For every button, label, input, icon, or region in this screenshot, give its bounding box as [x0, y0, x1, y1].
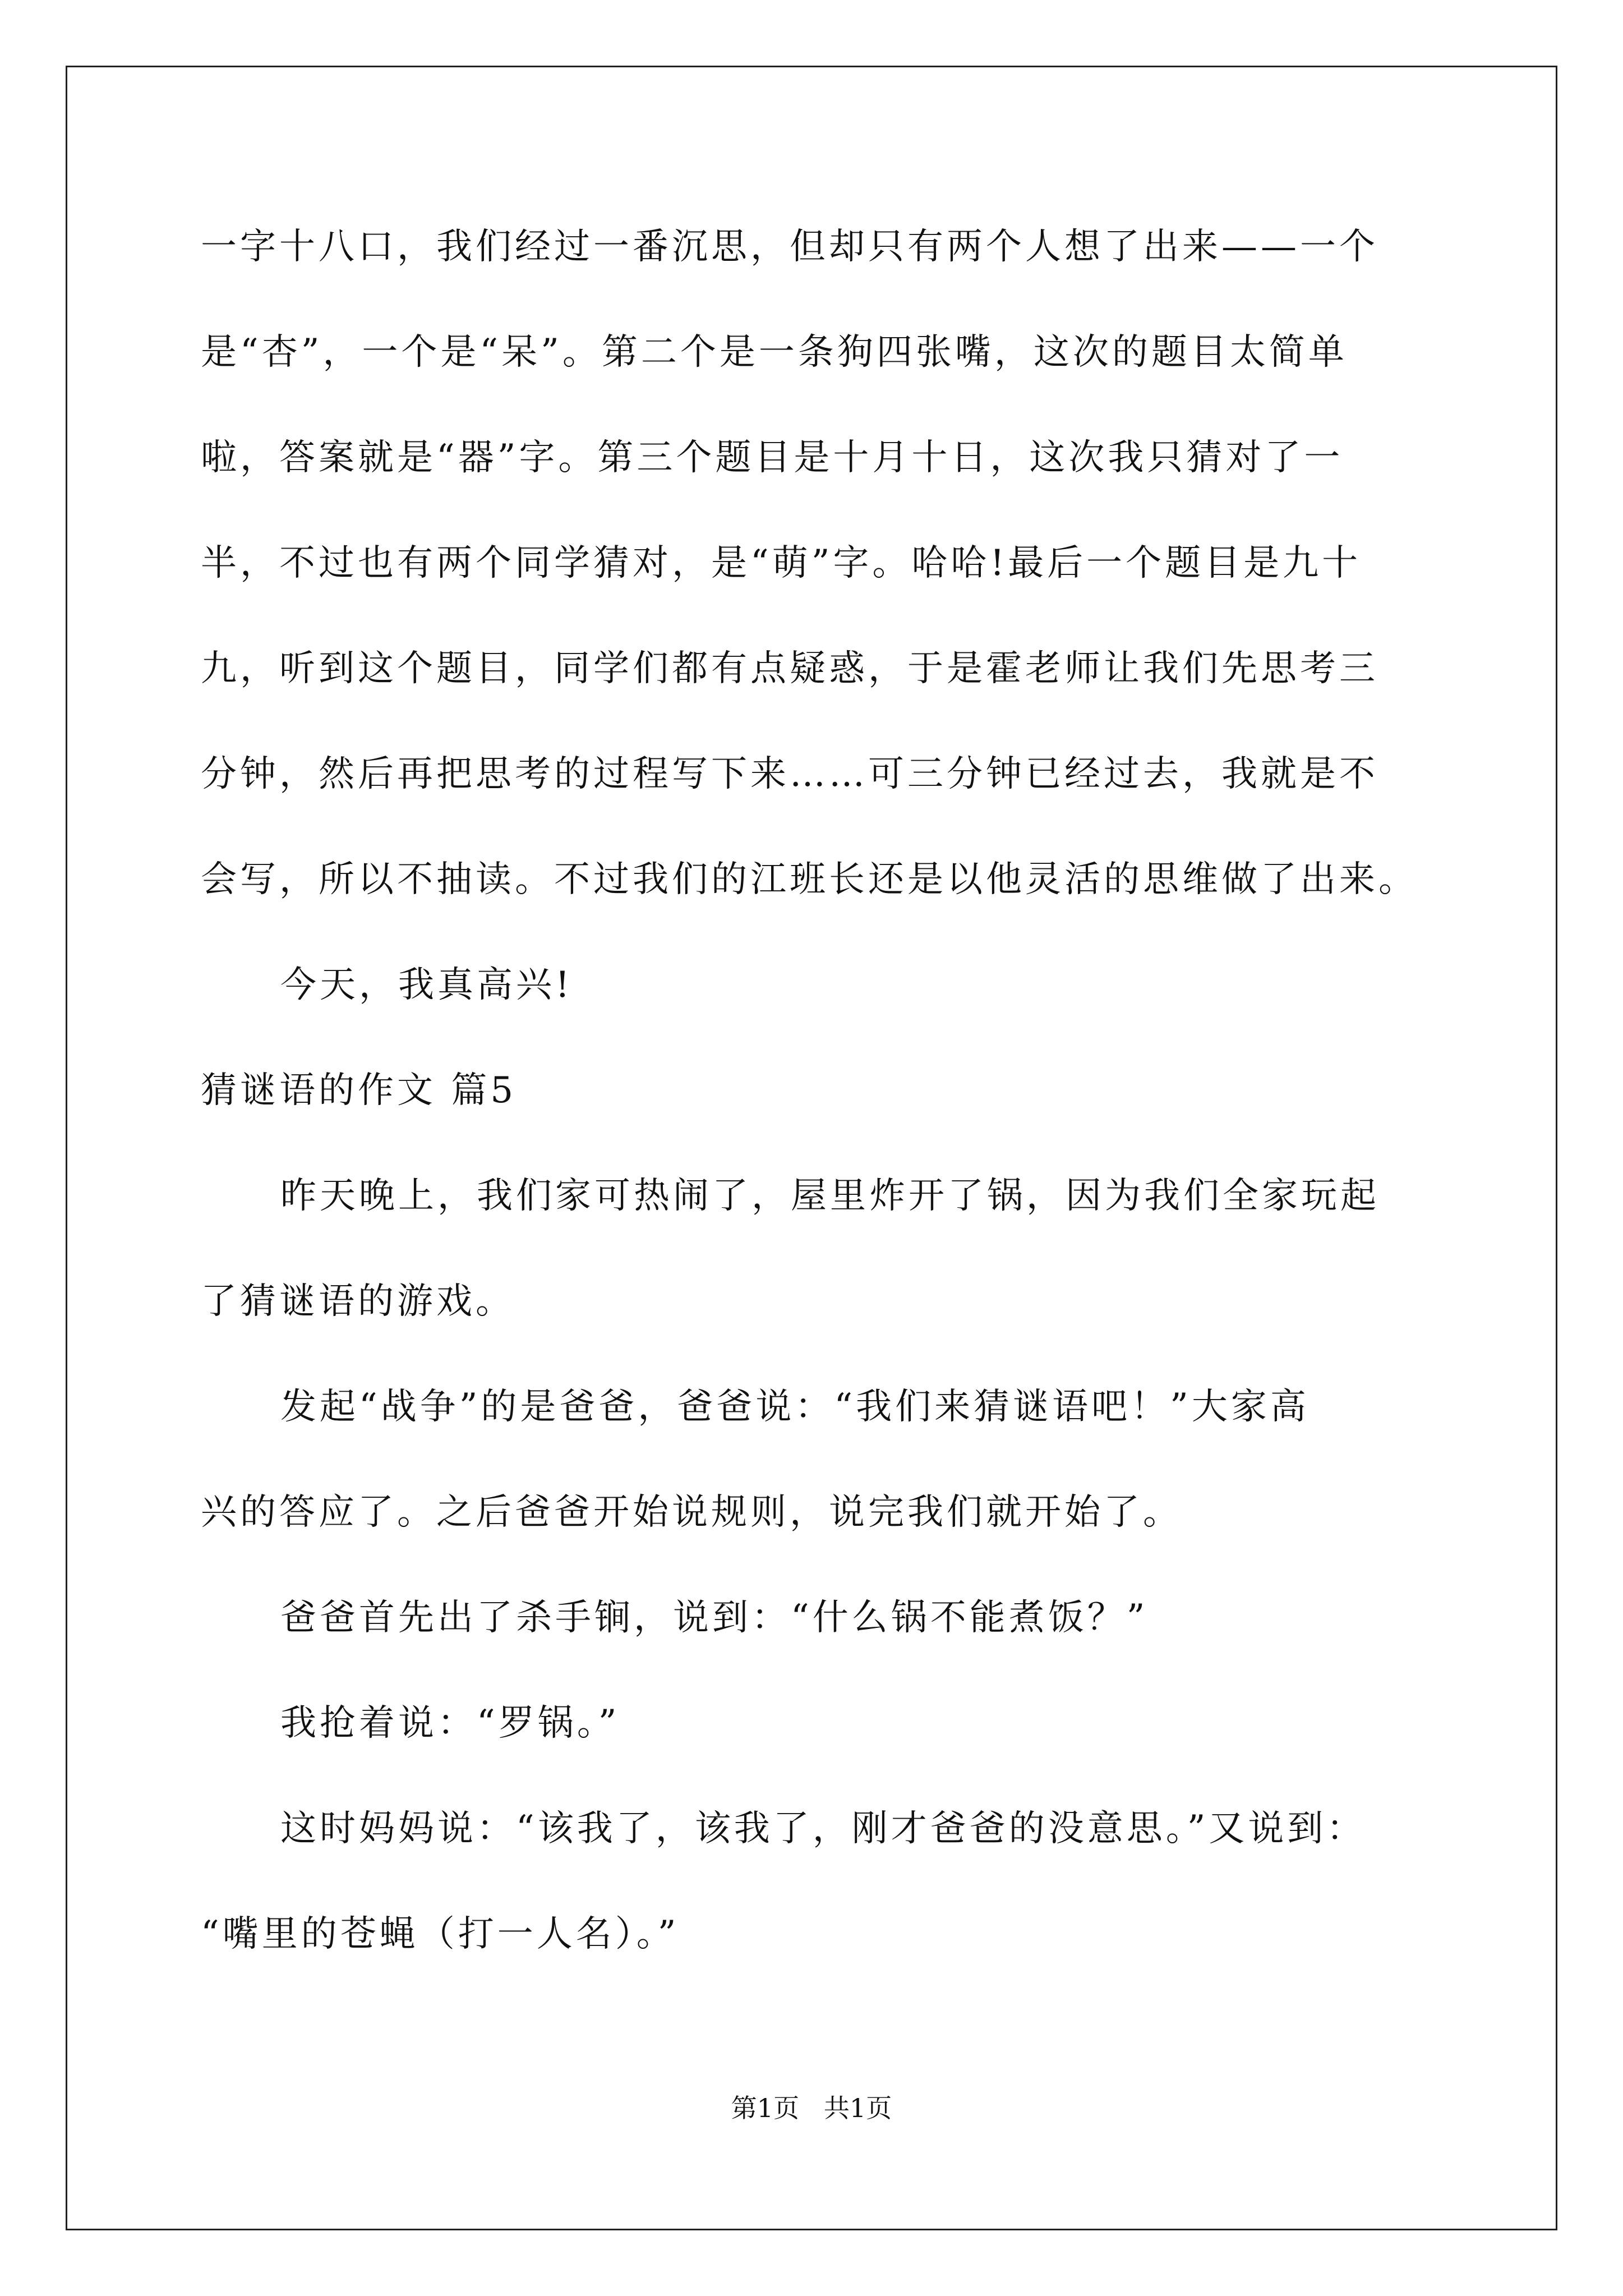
- body-line-1: 一字十八口，我们经过一番沉思，但却只有两个人想了出来——一个: [201, 226, 1378, 268]
- paragraph-line: 昨天晚上，我们家可热闹了，屋里炸开了锅，因为我们全家玩起: [280, 1175, 1380, 1217]
- page-border: [66, 66, 1557, 2230]
- body-line: “嘴里的苍蝇（打一人名）。”: [201, 1913, 680, 1955]
- body-line-4: 半，不过也有两个同学猜对，是“萌”字。哈哈!最后一个题目是九十: [201, 542, 1362, 584]
- paragraph-line: 今天，我真高兴!: [280, 964, 573, 1006]
- body-line: 兴的答应了。之后爸爸开始说规则，说完我们就开始了。: [201, 1492, 1182, 1533]
- body-line-3: 啦，答案就是“器”字。第三个题目是十月十日，这次我只猜对了一: [201, 437, 1344, 478]
- paragraph-line: 发起“战争”的是爸爸，爸爸说：“我们来猜谜语吧！”大家高: [280, 1386, 1310, 1428]
- section-heading: 猜谜语的作文 篇5: [201, 1070, 517, 1111]
- paragraph-line: 这时妈妈说：“该我了，该我了，刚才爸爸的没意思。”又说到：: [280, 1808, 1366, 1849]
- body-line: 了猜谜语的游戏。: [201, 1281, 515, 1322]
- body-line-6: 分钟，然后再把思考的过程写下来……可三分钟已经过去，我就是不: [201, 753, 1378, 795]
- body-line-5: 九，听到这个题目，同学们都有点疑惑，于是霍老师让我们先思考三: [201, 648, 1378, 689]
- body-line-2: 是“杏”，一个是“呆”。第二个是一条狗四张嘴，这次的题目太简单: [201, 332, 1348, 373]
- paragraph-line: 爸爸首先出了杀手锏，说到：“什么锅不能煮饭？”: [280, 1597, 1149, 1639]
- paragraph-line: 我抢着说：“罗锅。”: [280, 1703, 620, 1744]
- page-number-footer: 第1页 共1页: [731, 2093, 892, 2123]
- body-line-7: 会写，所以不抽读。不过我们的江班长还是以他灵活的思维做了出来。: [201, 859, 1418, 900]
